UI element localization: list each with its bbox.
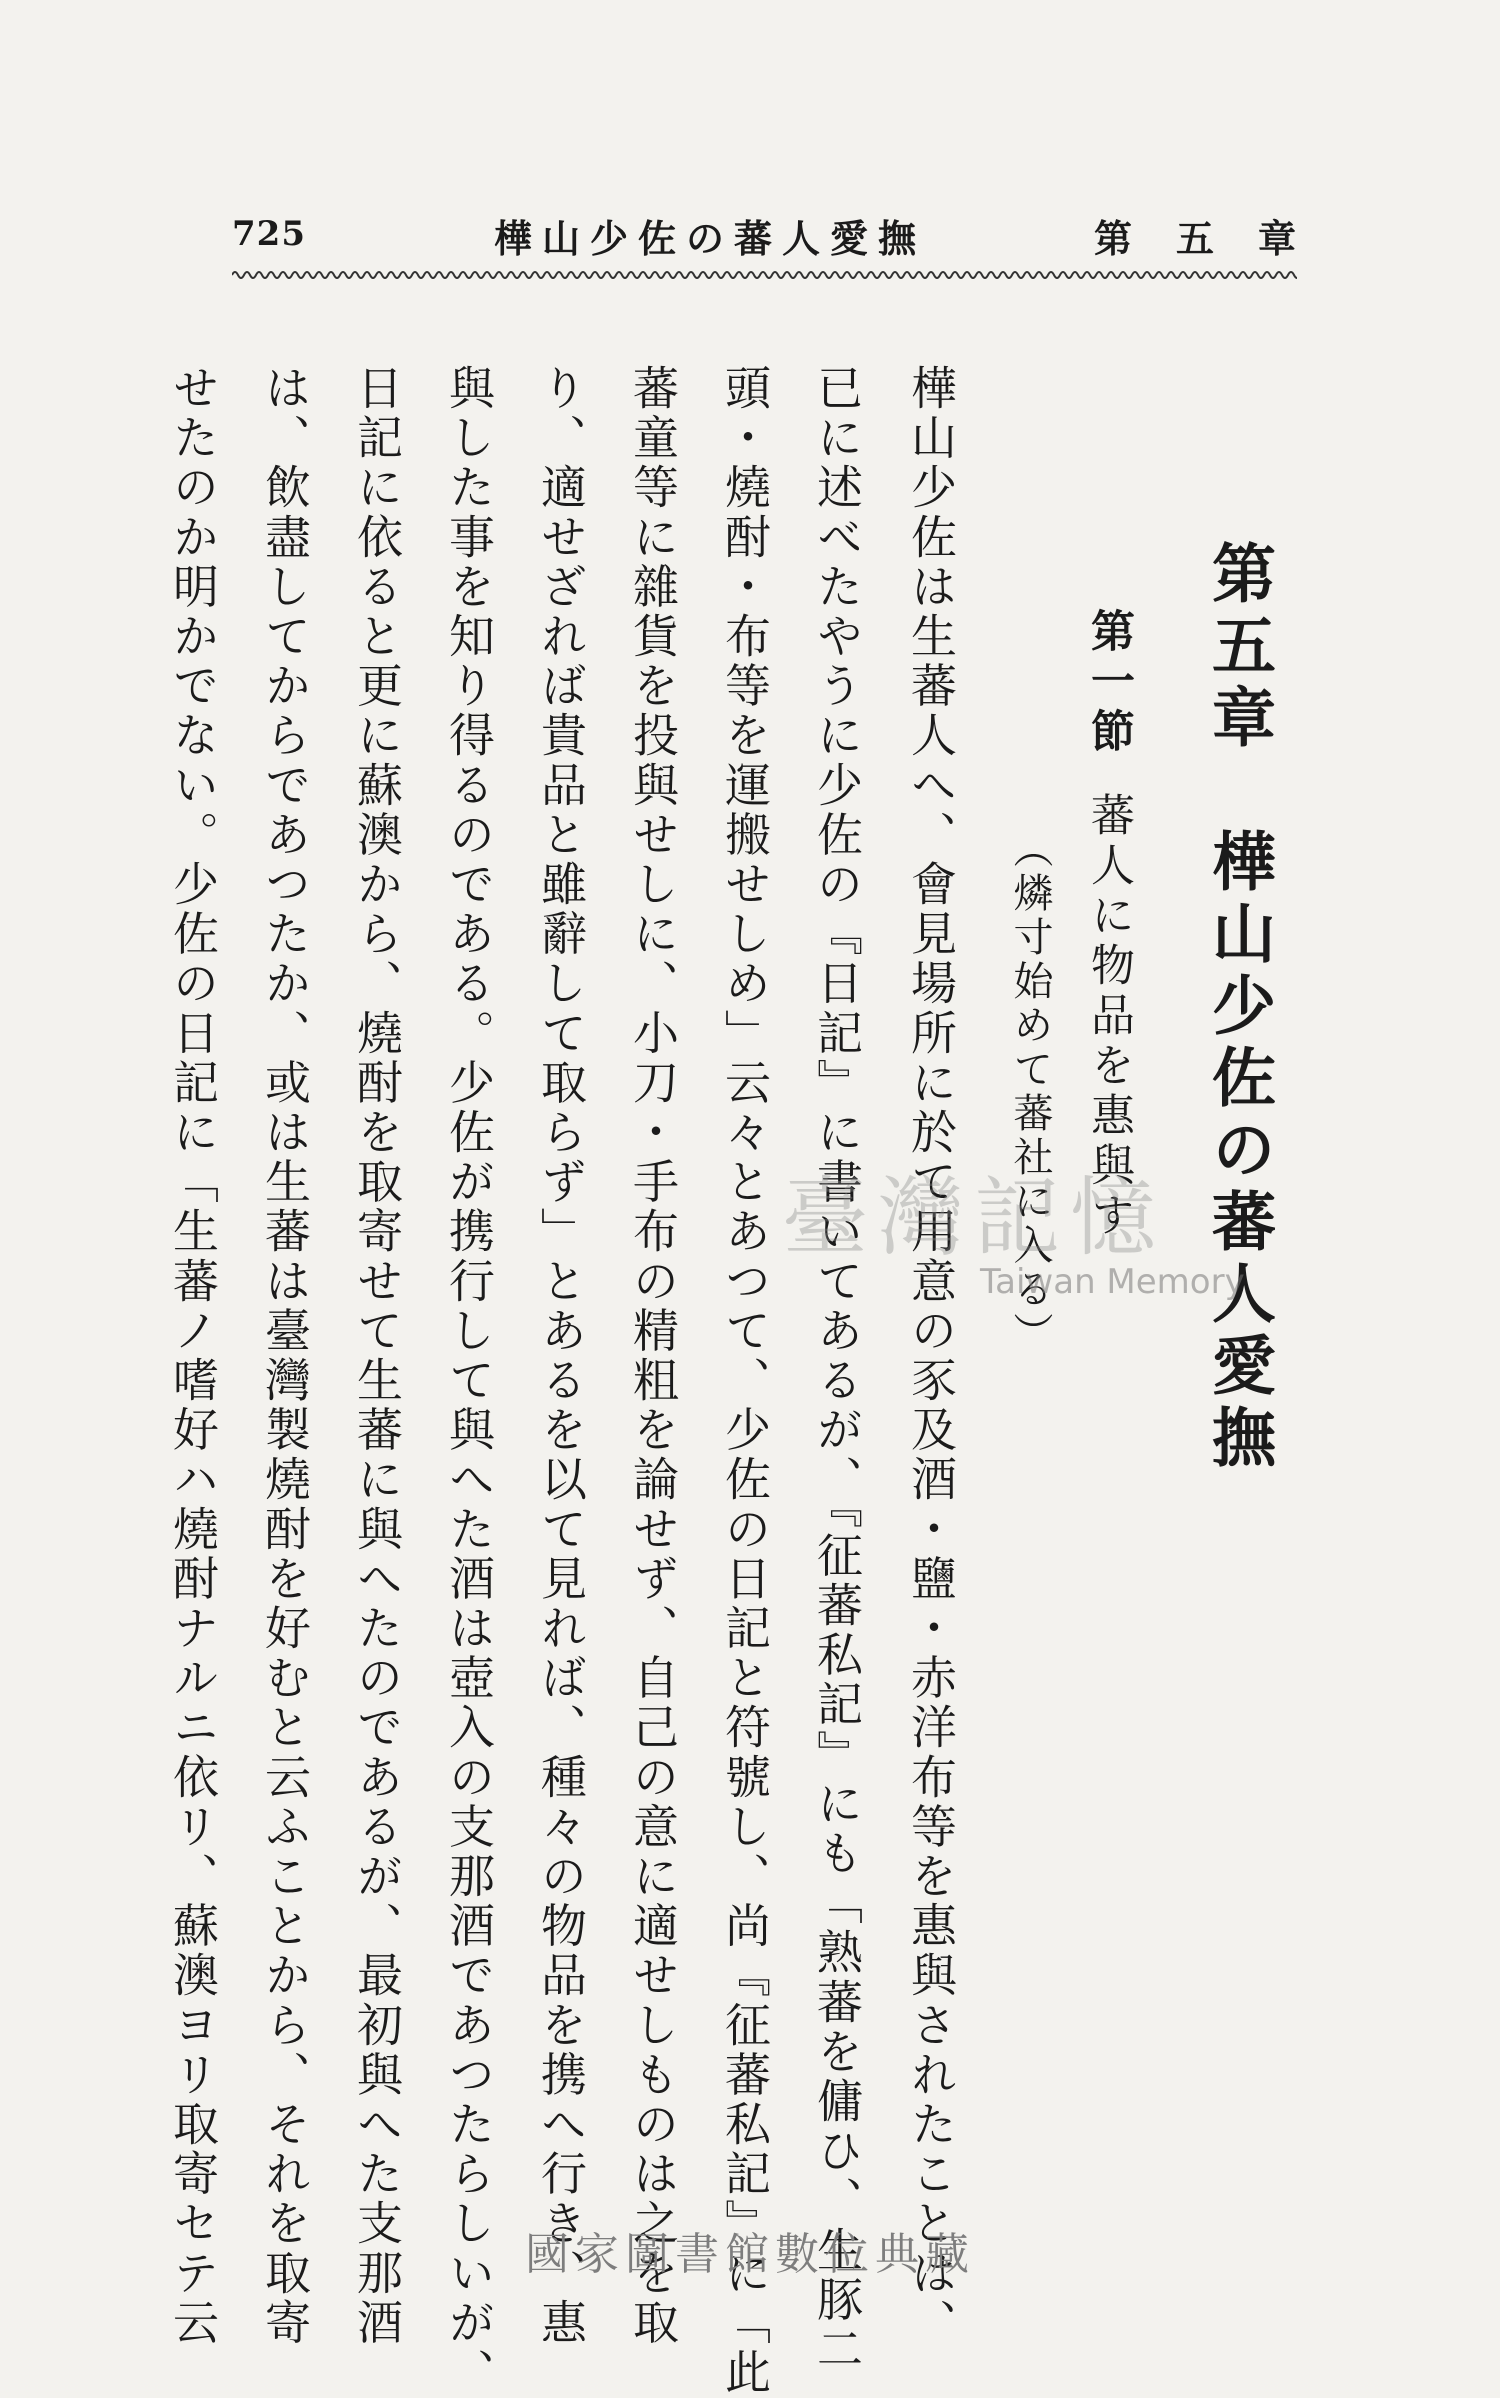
body-line: 樺山少佐は生蕃人へ、會見場所に於て用意の豕及酒・鹽・赤洋布等を惠與されたことは、 <box>904 364 958 2348</box>
section-heading <box>1083 608 1134 1242</box>
body-line: 已に述べたやうに少佐の『日記』に書いてあるが、『征蕃私記』にも「熟蕃を傭ひ、生豚二 <box>810 364 864 2375</box>
section-title: 蕃人に物品を惠與す <box>1083 792 1134 1242</box>
body-line: 與した事を知り得るのである。少佐が携行して與へた酒は壺入の支那酒であつたらしいが、 <box>442 364 496 2398</box>
page-number: 725 <box>232 214 306 254</box>
body-line: 頭・燒酎・布等を運搬せしめ」云々とあつて、少佐の日記と符號し、尚『征蕃私記』に「此 <box>718 364 772 2398</box>
body-line: せたのか明かでない。少佐の日記に「生蕃ノ嗜好ハ燒酎ナルニ依リ、蘇澳ヨリ取寄セテ云 <box>166 364 220 2348</box>
body-line: は、飲盡してからであつたか、或は生蕃は臺灣製燒酎を好むと云ふことから、それを取寄 <box>258 364 312 2348</box>
body-line: 日記に依ると更に蘇澳から、燒酎を取寄せて生蕃に與へたのであるが、最初與へた支那酒 <box>350 364 404 2348</box>
body-line: り、適せざれば貴品と雖辭して取らず」とあるを以て見れば、種々の物品を携へ行き、惠 <box>534 364 588 2348</box>
footer-credit: 國家圖書館數位典藏 <box>525 2229 975 2280</box>
section-label: 第一節 <box>1083 608 1134 758</box>
body-line: 蕃童等に雜貨を投與せしに、小刀・手布の精粗を論せず、自己の意に適せしものは之を取 <box>626 364 680 2348</box>
section-subtitle: （燐寸始めて蕃社に入る） <box>1007 828 1053 1356</box>
chapter-title: 第五章 樺山少佐の蕃人愛撫 <box>1201 540 1276 1476</box>
running-title: 樺山少佐の蕃人愛撫 <box>494 216 927 261</box>
running-chapter: 第五章 <box>1094 216 1341 261</box>
watermark-logo: 臺灣記憶 <box>782 1168 1166 1268</box>
running-header <box>232 208 1341 268</box>
watermark-subtitle: Taiwan Memory <box>980 1262 1245 1302</box>
header-wavy-rule <box>232 268 1297 282</box>
